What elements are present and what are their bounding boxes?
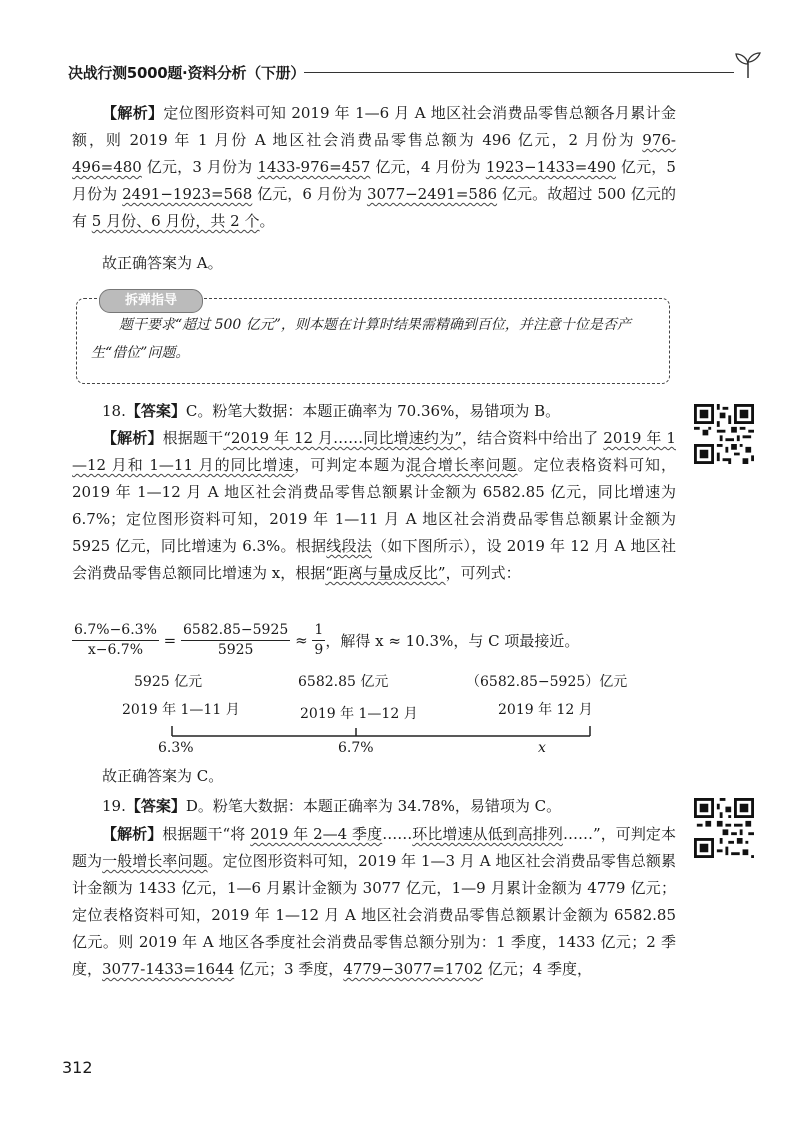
page-number: 312: [62, 1058, 93, 1077]
q18-answer-line: 18.【答案】C。粉笔大数据：本题正确率为 70.36%，易错项为 B。: [102, 402, 561, 420]
diagram-top-label: （6582.85−5925）亿元: [466, 674, 628, 690]
fraction-2: $\frac{6582.85-5925}{5925}$: [183, 622, 289, 658]
analysis-label: 【解析】: [102, 429, 163, 447]
running-header: [68, 56, 758, 96]
qr-code-icon[interactable]: [694, 798, 754, 858]
tip-badge: 拆弹指导: [99, 289, 203, 313]
fraction-3: $\frac{1}{9}$: [314, 622, 324, 658]
diagram-bottom-label: 6.7%: [338, 740, 374, 756]
segment-line: [160, 722, 600, 746]
q18-analysis: 【解析】根据题干“2019 年 12 月……同比增速约为”，结合资料中给出了 2019 年 1—12 月和 1—11 月的同比增速，可判定本题为混合增长率问题。定位表格资料可知，2019 年 1—12 月 A 地区社会消费品零售总额累计金额为 6582.85 亿元，同比增速为 6.7%；定位图形资料可知，2019 年 1—11 月 A 地区社会消费品零售总额累计金额为 5925 亿元，同比增速为 6.3%。根据线段法（如下图所示），设 2019 年 12 月 A 地区社会消费品零售总额同比增速为 x，根据“距离与量成反比”，可列式：: [72, 429, 676, 582]
q17-answer: 故正确答案为 A。: [102, 254, 223, 272]
tip-text: 题干要求“超过 500 亿元”，则本题在计算时结果需精确到百位，并注意十位是否产生“借位”问题。: [91, 317, 631, 361]
analysis-label: 【解析】: [102, 104, 164, 122]
answer-label: 【答案】: [125, 402, 186, 420]
qr-code-icon[interactable]: [694, 404, 754, 464]
diagram-mid-label: 2019 年 1—12 月: [300, 706, 418, 722]
diagram-mid-label: 2019 年 1—11 月: [122, 702, 240, 718]
header-rule: [304, 72, 734, 73]
diagram-top-label: 5925 亿元: [134, 674, 203, 690]
diagram-bottom-label: x: [538, 740, 546, 756]
book-title: 决战行测5000题·资料分析（下册）: [68, 64, 306, 82]
formula: $\frac{6.7\%-6.3\%}{x-6.7\%}$ = $\frac{6582.85-5925}{5925}$ ≈ $\frac{1}{9}$ ，解得 x ≈ 10.3%，与 C 项最接近。: [74, 622, 580, 658]
answer-label: 【答案】: [125, 797, 186, 815]
analysis-label: 【解析】: [102, 825, 163, 843]
diagram-bottom-label: 6.3%: [158, 740, 194, 756]
tip-box: [76, 293, 670, 384]
q17-analysis: 【解析】定位图形资料可知 2019 年 1—6 月 A 地区社会消费品零售总额各月累计金额，则 2019 年 1 月份 A 地区社会消费品零售总额为 496 亿元，2 月份为 976-496=480 亿元，3 月份为 1433-976=457 亿元，4 月份为 1923−1433=490 亿元，5 月份为 2491−1923=568 亿元，6 月份为 3077−2491=586 亿元。故超过 500 亿元的有 5 月份、6 月份，共 2 个。: [72, 104, 676, 230]
q18-answer: 故正确答案为 C。: [102, 767, 224, 785]
fraction-1: $\frac{6.7\%-6.3\%}{x-6.7\%}$: [74, 622, 157, 658]
diagram-mid-label: 2019 年 12 月: [498, 702, 593, 718]
q19-analysis: 【解析】根据题干“将 2019 年 2—4 季度……环比增速从低到高排列……”，可判定本题为一般增长率问题。定位图形资料可知，2019 年 1—3 月 A 地区社会消费品零售总额累计金额为 1433 亿元，1—6 月累计金额为 3077 亿元，1—9 月累计金额为 4779 亿元；定位表格资料可知，2019 年 1—12 月 A 地区社会消费品零售总额累计金额为 6582.85 亿元。则 2019 年 A 地区各季度社会消费品零售总额分别为：1 季度，1433 亿元；2 季度，3077-1433=1644 亿元；3 季度，4779−3077=1702 亿元；4 季度，: [72, 825, 676, 978]
sprout-icon: [733, 50, 763, 80]
q19-answer-line: 19.【答案】D。粉笔大数据：本题正确率为 34.78%，易错项为 C。: [102, 797, 562, 815]
diagram-top-label: 6582.85 亿元: [298, 674, 389, 690]
